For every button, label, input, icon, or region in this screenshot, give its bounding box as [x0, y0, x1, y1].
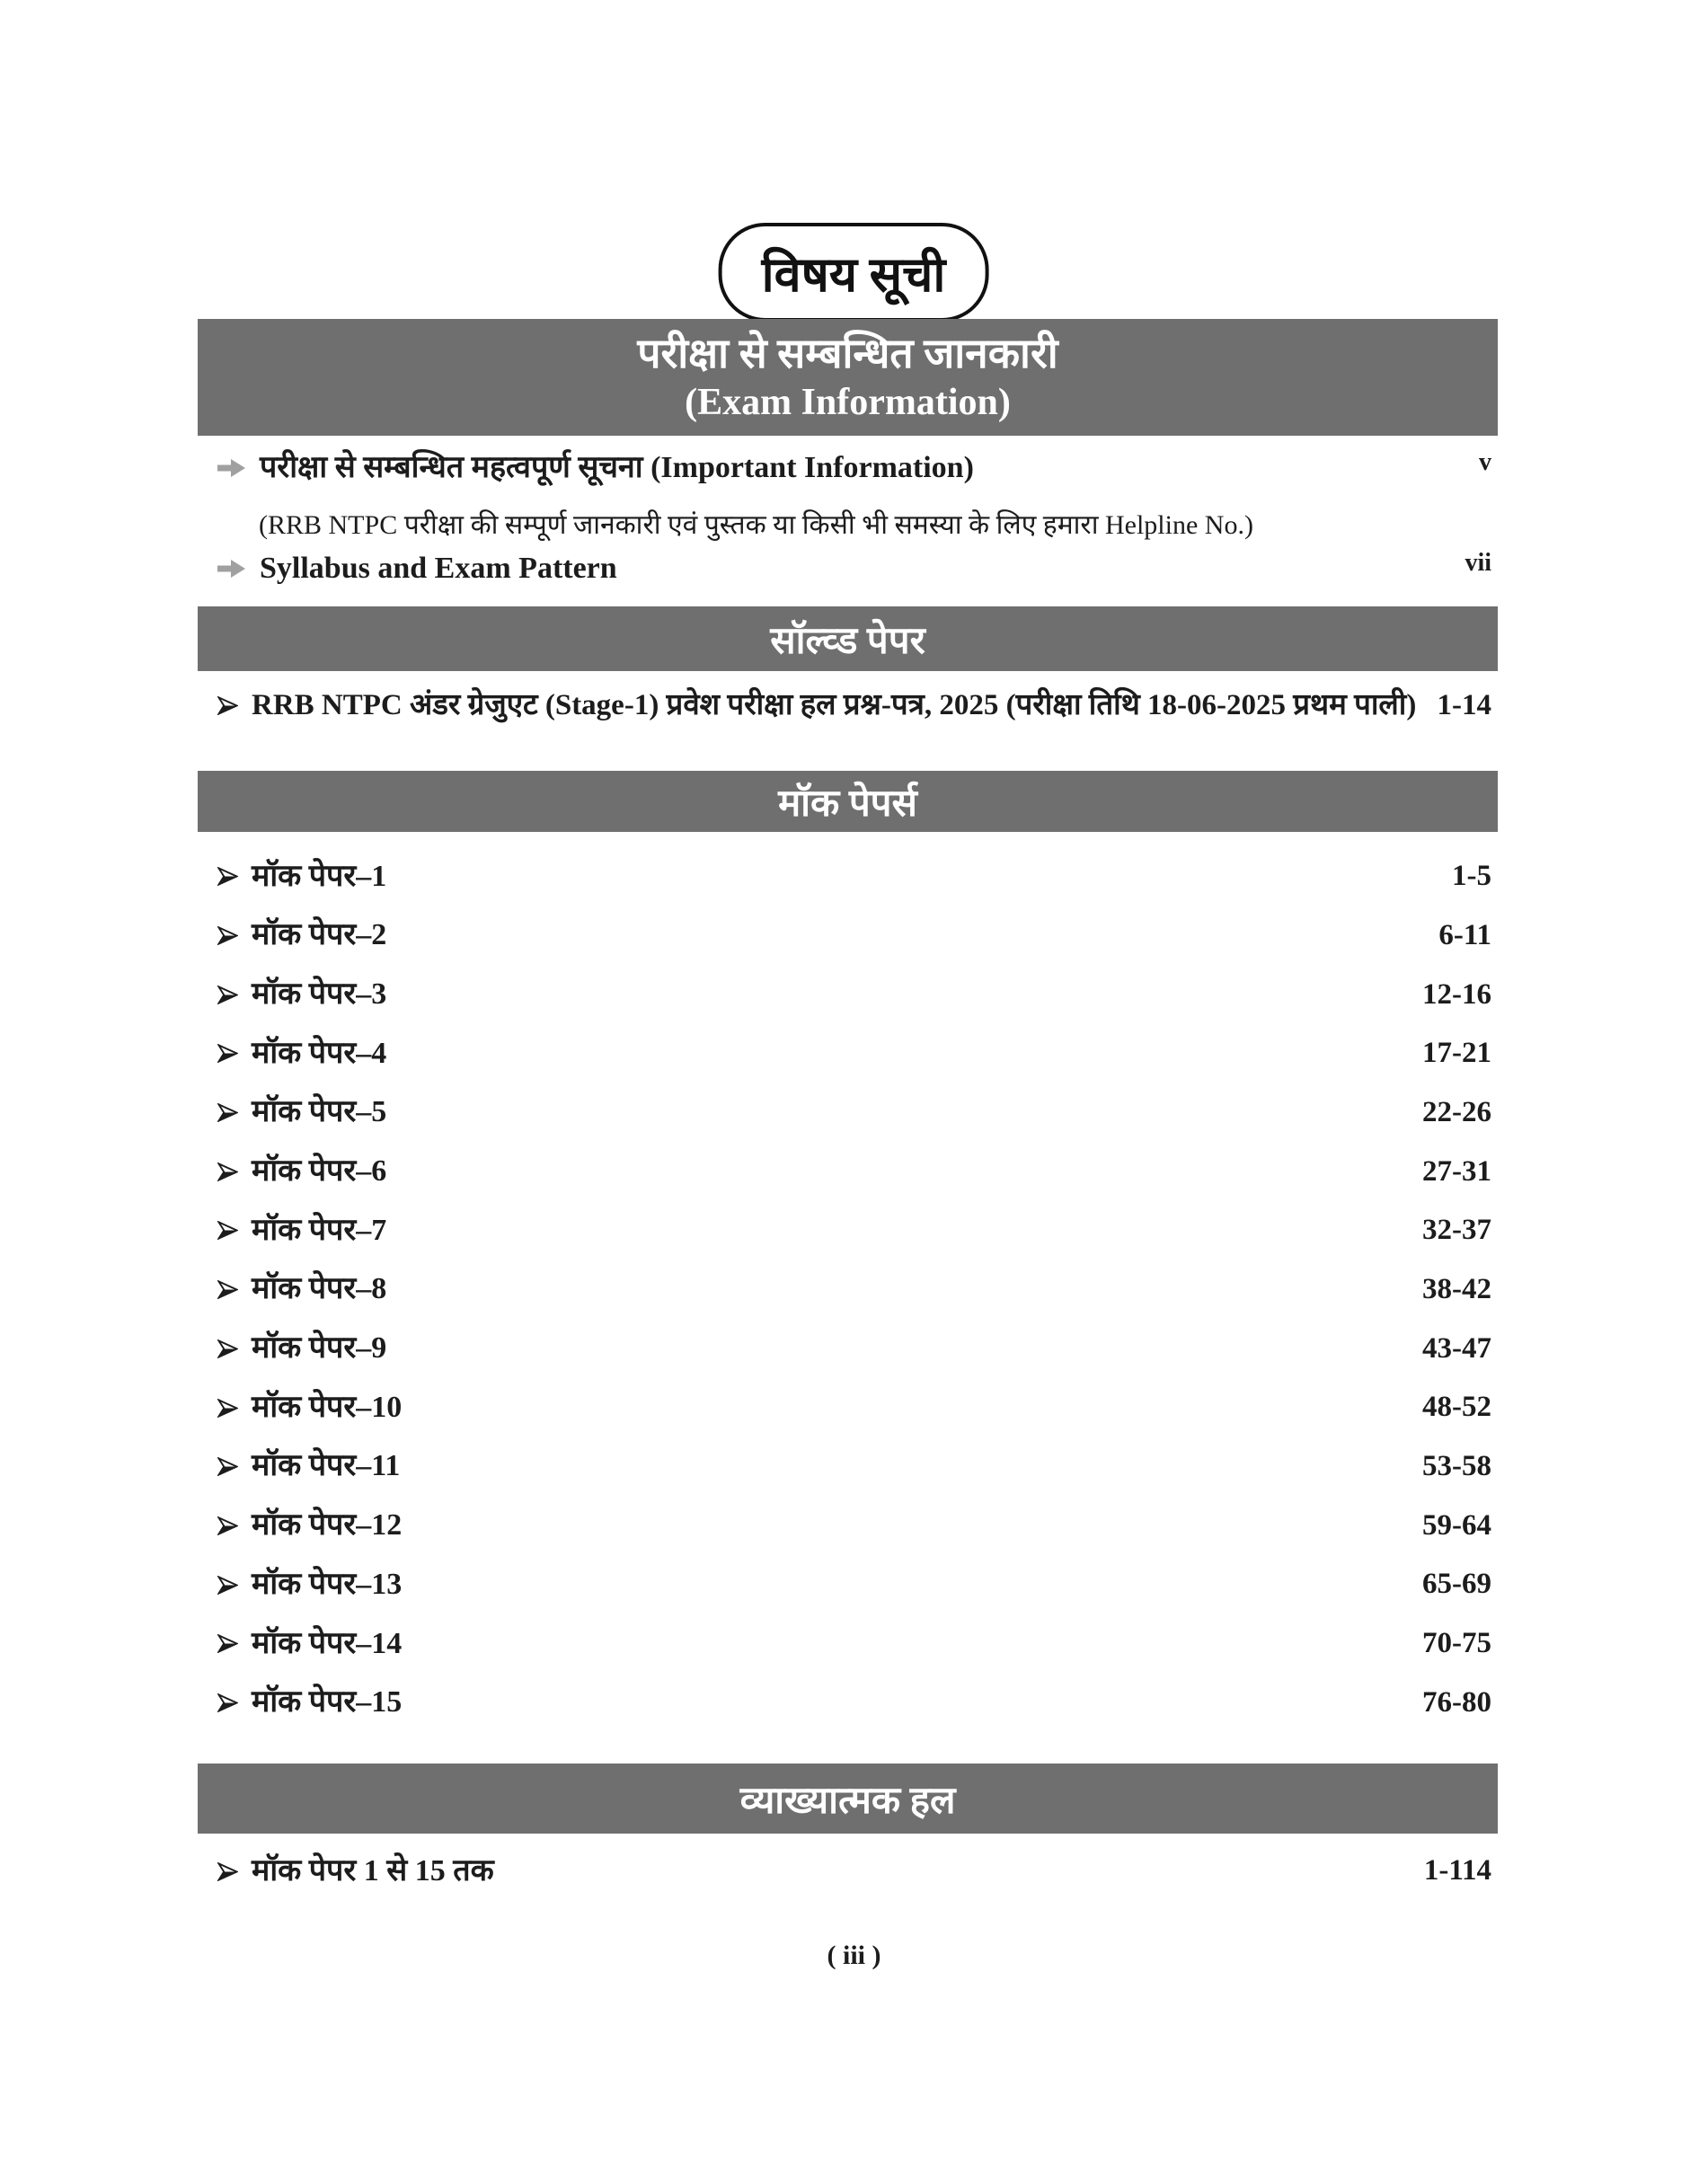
- toc-entry-page: 70-75: [1422, 1627, 1491, 1660]
- toc-entry-label: मॉक पेपर–4: [252, 1036, 387, 1070]
- toc-entry-mock-paper: [217, 1201, 1491, 1260]
- toc-entry-page: 53-58: [1422, 1450, 1491, 1483]
- arrowhead-right-icon: [217, 1457, 238, 1476]
- toc-entry-label: मॉक पेपर–3: [252, 977, 387, 1011]
- toc-entry-mock-paper: [217, 1260, 1491, 1320]
- toc-entry-mock-paper: [217, 1614, 1491, 1674]
- toc-entry-important-information: [217, 449, 1491, 488]
- toc-entry-page: 59-64: [1422, 1508, 1491, 1542]
- toc-entry-solved-paper: [217, 687, 1491, 724]
- toc-entry-mock-paper: [217, 965, 1491, 1024]
- toc-entry-label: मॉक पेपर–7: [252, 1213, 387, 1247]
- mock-paper-list: [217, 847, 1491, 1732]
- arrowhead-right-icon: [217, 926, 238, 945]
- toc-entry-label: मॉक पेपर–11: [252, 1449, 401, 1483]
- toc-entry-page: 1-5: [1452, 860, 1491, 893]
- toc-entry-page: 38-42: [1422, 1273, 1491, 1306]
- arrow-right-icon: [217, 458, 246, 478]
- toc-entry-mock-paper: [217, 1674, 1491, 1733]
- arrowhead-right-icon: [217, 1044, 238, 1063]
- arrowhead-right-icon: [217, 696, 238, 715]
- toc-entry-note: (RRB NTPC परीक्षा की सम्पूर्ण जानकारी एवं पुस्तक या किसी भी समस्या के लिए हमारा Helpline No.): [259, 510, 1253, 540]
- toc-entry-page: 43-47: [1422, 1331, 1491, 1365]
- arrowhead-right-icon: [217, 1339, 238, 1358]
- toc-entry-mock-paper: [217, 1024, 1491, 1083]
- page-number-footer: ( iii ): [827, 1940, 881, 1970]
- toc-entry-label: RRB NTPC अंडर ग्रेजुएट (Stage-1) प्रवेश परीक्षा हल प्रश्न-पत्र, 2025 (परीक्षा तिथि 18-06-2025 प्रथम पाली): [252, 689, 1417, 721]
- toc-entry-page: 1-114: [1423, 1854, 1491, 1887]
- section-header-mock-papers-text: मॉक पेपर्स: [778, 782, 917, 825]
- toc-entry-mock-paper: [217, 1555, 1491, 1614]
- toc-entry-syllabus-exam-pattern: [217, 550, 1491, 588]
- toc-entry-page: 76-80: [1422, 1685, 1491, 1719]
- section-header-explanatory-solutions: [198, 1764, 1498, 1834]
- section-header-explanatory-solutions-text: व्याख्यात्मक हल: [739, 1780, 956, 1822]
- arrowhead-right-icon: [217, 1516, 238, 1535]
- toc-entry-label: मॉक पेपर–5: [252, 1095, 387, 1129]
- toc-entry-label: मॉक पेपर–2: [252, 918, 387, 952]
- arrowhead-right-icon: [217, 1103, 238, 1122]
- toc-entry-label: मॉक पेपर–10: [252, 1390, 403, 1424]
- toc-entry-page: 32-37: [1422, 1214, 1491, 1247]
- toc-entry-page: v: [1479, 448, 1491, 476]
- arrowhead-right-icon: [217, 1280, 238, 1299]
- toc-entry-mock-paper: [217, 1378, 1491, 1437]
- arrowhead-right-icon: [217, 1221, 238, 1240]
- arrowhead-right-icon: [217, 1162, 238, 1181]
- section-header-exam-info: [198, 319, 1498, 436]
- toc-entry-page: vii: [1465, 549, 1491, 577]
- arrowhead-right-icon: [217, 1634, 238, 1653]
- arrowhead-right-icon: [217, 867, 238, 886]
- toc-entry-page: 12-16: [1422, 977, 1491, 1011]
- page-title-text: विषय सूची: [761, 248, 946, 302]
- toc-entry-mock-paper: [217, 1142, 1491, 1201]
- toc-entry-explanatory-solutions: [217, 1852, 1491, 1891]
- arrowhead-right-icon: [217, 986, 238, 1004]
- toc-entry-mock-paper: [217, 1437, 1491, 1497]
- page-title: [719, 223, 989, 322]
- section-header-exam-info-english: (Exam Information): [685, 382, 1011, 424]
- arrowhead-right-icon: [217, 1862, 238, 1881]
- toc-entry-mock-paper: [217, 1320, 1491, 1379]
- section-header-solved-paper: [198, 606, 1498, 671]
- toc-entry-page: 17-21: [1422, 1037, 1491, 1070]
- toc-entry-mock-paper: [217, 1083, 1491, 1143]
- toc-entry-label: Syllabus and Exam Pattern: [260, 552, 617, 585]
- toc-entry-page: 27-31: [1422, 1154, 1491, 1188]
- toc-entry-label: मॉक पेपर–8: [252, 1272, 387, 1306]
- arrowhead-right-icon: [217, 1576, 238, 1595]
- toc-entry-page: 6-11: [1438, 918, 1491, 951]
- toc-entry-label: मॉक पेपर–6: [252, 1154, 387, 1189]
- toc-entry-mock-paper: [217, 906, 1491, 966]
- toc-entry-page: 1-14: [1437, 689, 1491, 721]
- toc-entry-page: 65-69: [1422, 1568, 1491, 1601]
- toc-entry-label: मॉक पेपर 1 से 15 तक: [252, 1854, 494, 1887]
- toc-entry-label: मॉक पेपर–13: [252, 1567, 403, 1601]
- toc-entry-mock-paper: [217, 847, 1491, 906]
- toc-entry-label: परीक्षा से सम्बन्धित महत्वपूर्ण सूचना (Important Information): [260, 451, 974, 484]
- toc-entry-page: 48-52: [1422, 1391, 1491, 1424]
- arrowhead-right-icon: [217, 1693, 238, 1712]
- section-header-exam-info-hindi: परीक्षा से सम्बन्धित जानकारी: [637, 330, 1058, 376]
- arrow-right-icon: [217, 559, 246, 579]
- section-header-mock-papers: [198, 771, 1498, 832]
- toc-entry-label: मॉक पेपर–15: [252, 1685, 403, 1719]
- section-header-solved-paper-text: सॉल्व्ड पेपर: [770, 620, 925, 662]
- toc-entry-label: मॉक पेपर–9: [252, 1331, 387, 1366]
- toc-entry-label: मॉक पेपर–1: [252, 859, 387, 893]
- toc-entry-label: मॉक पेपर–14: [252, 1626, 403, 1660]
- toc-entry-label: मॉक पेपर–12: [252, 1508, 403, 1543]
- toc-entry-page: 22-26: [1422, 1095, 1491, 1128]
- toc-entry-mock-paper: [217, 1497, 1491, 1556]
- arrowhead-right-icon: [217, 1399, 238, 1418]
